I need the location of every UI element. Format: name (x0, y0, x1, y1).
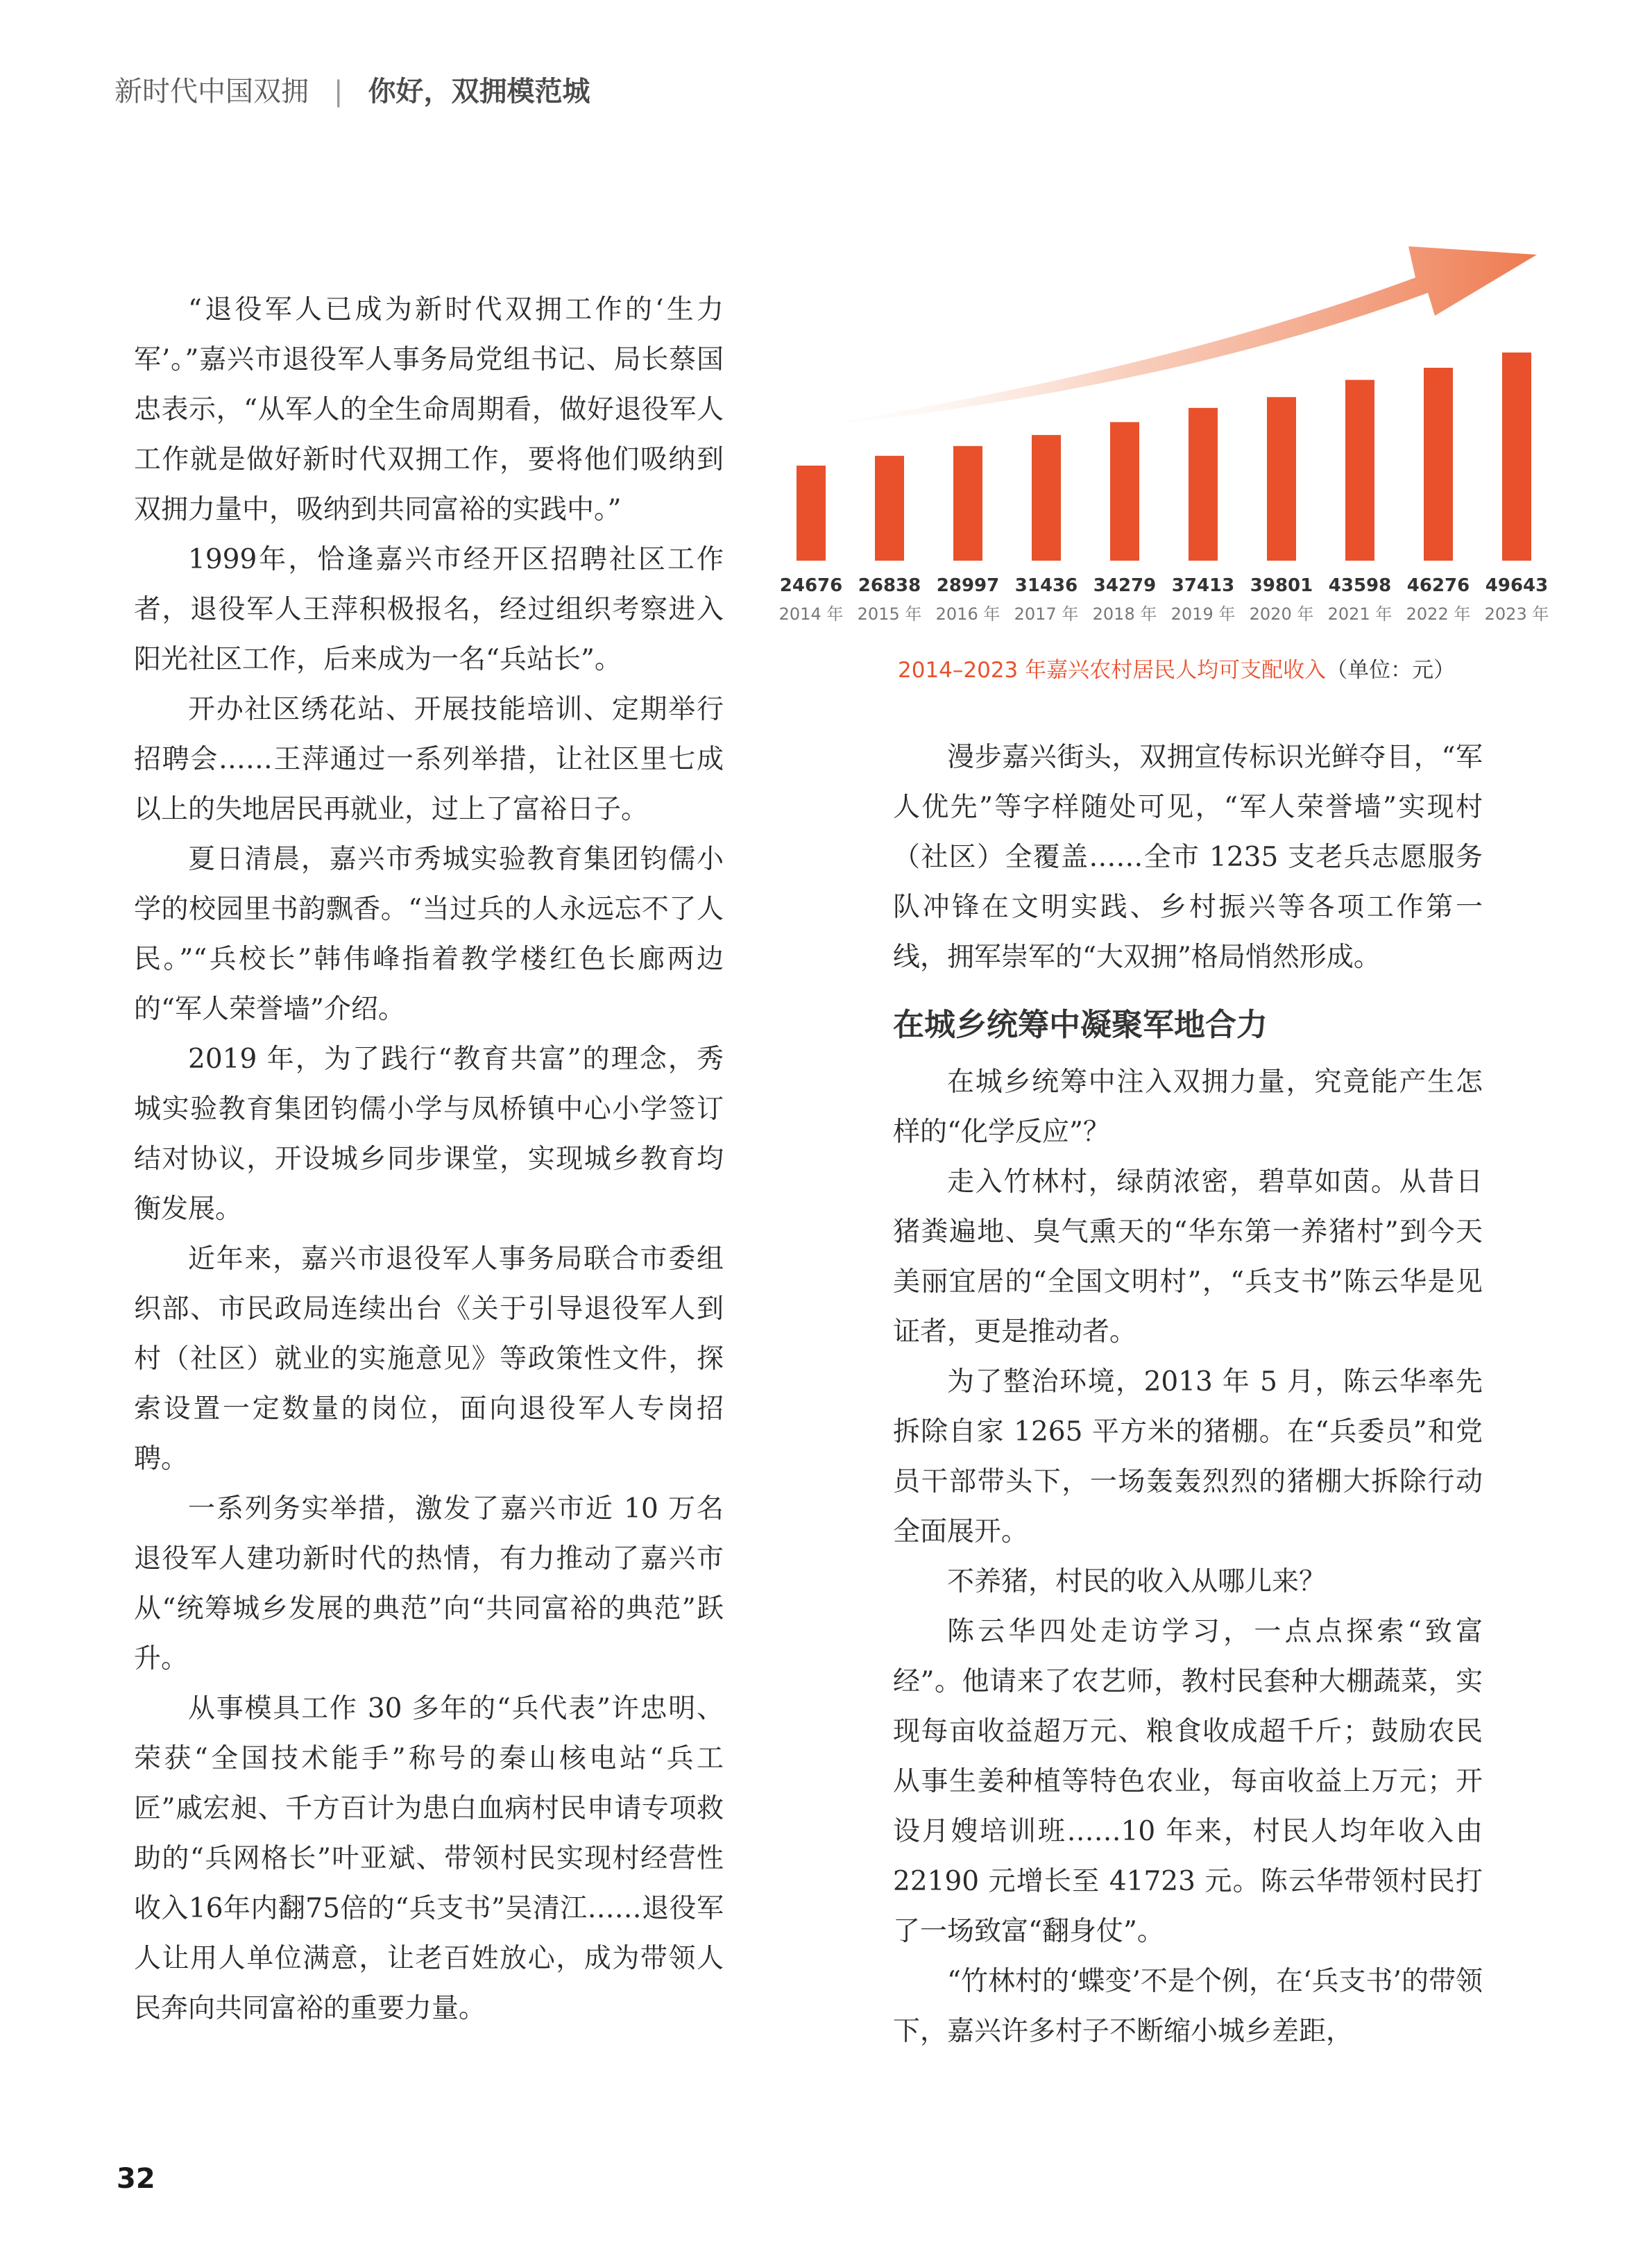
tick-label-3: 2017 年 (1014, 604, 1079, 624)
tick-label-1: 2015 年 (857, 604, 922, 624)
bar-5 (1189, 408, 1218, 561)
paragraph: 陈云华四处走访学习，一点点探索“致富经”。他请来了农艺师，教村民套种大棚蔬菜，实现每亩收益超万元、粮食收成超千斤；鼓励农民从事生姜种植等特色农业，每亩收益上万元；开设月嫂培训班……10 年来，村民人均年收入由 22190 元增长至 41723 元。陈云华带领村民打了一场致富“翻身仗”。 (893, 1616, 1483, 1947)
paragraph: “退役军人已成为新时代双拥工作的‘生力军’。”嘉兴市退役军人事务局党组书记、局长蔡国忠表示，“从军人的全生命周期看，做好退役军人工作就是做好新时代双拥工作，要将他们吸纳到双拥力量中，吸纳到共同富裕的实践中。” (134, 294, 724, 525)
value-label-7: 43598 (1328, 575, 1392, 596)
value-label-9: 49643 (1485, 575, 1549, 596)
paragraph: 1999年，恰逢嘉兴市经开区招聘社区工作者，退役军人王萍积极报名，经过组织考察进入阳光社区工作，后来成为一名“兵站长”。 (134, 544, 724, 675)
value-label-8: 46276 (1406, 575, 1470, 596)
bar-9 (1502, 353, 1531, 561)
tick-labels-group (779, 604, 1549, 624)
chart-caption (898, 652, 1455, 683)
tick-label-8: 2022 年 (1406, 604, 1471, 624)
header-title: 你好，双拥模范城 (368, 76, 590, 108)
tick-label-9: 2023 年 (1484, 604, 1549, 624)
right-column (893, 733, 1483, 2057)
tick-label-0: 2014 年 (778, 604, 844, 624)
paragraph: “竹林村的‘蝶变’不是个例，在‘兵支书’的带领下，嘉兴许多村子不断缩小城乡差距， (893, 1966, 1483, 2047)
header-section: 新时代中国双拥 (114, 76, 309, 108)
value-labels-group (780, 575, 1548, 596)
bar-4 (1110, 422, 1139, 561)
paragraph: 不养猪，村民的收入从哪儿来？ (947, 1566, 1327, 1597)
header-separator: | (334, 76, 343, 108)
bar-8 (1424, 368, 1453, 561)
paragraph: 开办社区绣花站、开展技能培训、定期举行招聘会……王萍通过一系列举措，让社区里七成以上的失地居民再就业，过上了富裕日子。 (134, 694, 724, 825)
bar-3 (1032, 435, 1061, 561)
bar-7 (1345, 380, 1374, 561)
value-label-6: 39801 (1250, 575, 1313, 596)
paragraph: 为了整治环境，2013 年 5 月，陈云华率先拆除自家 1265 平方米的猪棚。在“兵委员”和党员干部带头下，一场轰轰烈烈的猪棚大拆除行动全面展开。 (893, 1366, 1483, 1547)
paragraph: 近年来，嘉兴市退役军人事务局联合市委组织部、市民政局连续出台《关于引导退役军人到村（社区）就业的实施意见》等政策性文件，探索设置一定数量的岗位，面向退役军人专岗招聘。 (134, 1243, 724, 1475)
tick-label-6: 2020 年 (1249, 604, 1314, 624)
bar-2 (953, 446, 982, 561)
chart-title: 2014–2023 年嘉兴农村居民人均可支配收入 (898, 658, 1327, 683)
page-header (114, 69, 590, 109)
chart-unit: （单位：元） (1326, 658, 1456, 683)
value-label-0: 24676 (779, 575, 843, 596)
paragraph: 漫步嘉兴街头，双拥宣传标识光鲜夺目，“军人优先”等字样随处可见，“军人荣誉墙”实现村（社区）全覆盖……全市 1235 支老兵志愿服务队冲锋在文明实践、乡村振兴等各项工作第一线，拥军崇军的“大双拥”格局悄然形成。 (893, 742, 1483, 973)
paragraph: 在城乡统筹中注入双拥力量，究竟能产生怎样的“化学反应”？ (893, 1067, 1483, 1148)
paragraph: 从事模具工作 30 多年的“兵代表”许忠明、荣获“全国技术能手”称号的秦山核电站“兵工匠”戚宏昶、千方百计为患白血病村民申请专项救助的“兵网格长”叶亚斌、带领村民实现村经营性收入16年内翻75倍的“兵支书”吴清江……退役军人让用人单位满意，让老百姓放心，成为带领人民奔向共同富裕的重要力量。 (134, 1693, 724, 2024)
paragraph: 2019 年，为了践行“教育共富”的理念，秀城实验教育集团钧儒小学与凤桥镇中心小学签订结对协议，开设城乡同步课堂，实现城乡教育均衡发展。 (134, 1044, 724, 1225)
bar-6 (1267, 397, 1296, 561)
bar-0 (797, 466, 826, 561)
paragraph: 夏日清晨，嘉兴市秀城实验教育集团钧儒小学的校园里书韵飘香。“当过兵的人永远忘不了人民。”“兵校长”韩伟峰指着教学楼红色长廊两边的“军人荣誉墙”介绍。 (134, 844, 724, 1025)
value-label-3: 31436 (1014, 575, 1078, 596)
bars-group (797, 353, 1531, 561)
value-label-5: 37413 (1171, 575, 1235, 596)
paragraph: 走入竹林村，绿荫浓密，碧草如茵。从昔日猪粪遍地、臭气熏天的“华东第一养猪村”到今天美丽宜居的“全国文明村”，“兵支书”陈云华是见证者，更是推动者。 (893, 1166, 1483, 1348)
income-bar-chart (763, 236, 1554, 631)
left-column (134, 285, 724, 2034)
tick-label-4: 2018 年 (1092, 604, 1157, 624)
tick-label-2: 2016 年 (935, 604, 1000, 624)
value-label-4: 34279 (1093, 575, 1157, 596)
value-label-2: 28997 (936, 575, 1000, 596)
paragraph: 一系列务实举措，激发了嘉兴市近 10 万名退役军人建功新时代的热情，有力推动了嘉兴市从“统筹城乡发展的典范”向“共同富裕的典范”跃升。 (134, 1493, 724, 1674)
tick-label-5: 2019 年 (1170, 604, 1236, 624)
bar-1 (875, 456, 904, 561)
page-number: 32 (117, 2163, 155, 2195)
section-heading: 在城乡统筹中凝聚军地合力 (893, 1006, 1268, 1043)
value-label-1: 26838 (858, 575, 921, 596)
tick-label-7: 2021 年 (1327, 604, 1393, 624)
